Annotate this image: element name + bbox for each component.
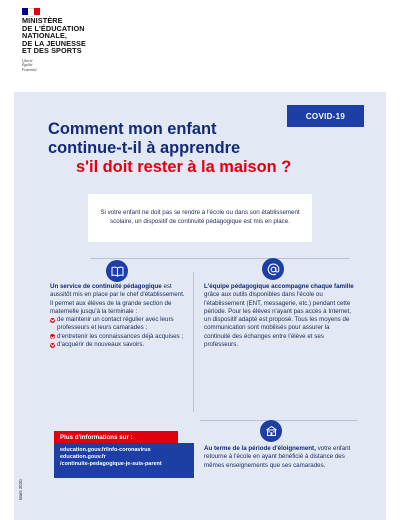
info-link[interactable]: education.gouv.fr/info-coronavirus <box>60 447 151 453</box>
return-text: votre enfant retourne à l'école en ayant bénéficié à distance des mêmes enseignements que ses camarades. <box>204 445 351 469</box>
list-item: d'acquérir de nouveaux savoirs. <box>50 341 186 349</box>
intro-text: Si votre enfant ne doit pas se rendre à l'école ou dans son établissement scolaire, un dispositif de continuité pédagogique est mis en place. <box>100 209 300 225</box>
at-sign-icon <box>262 258 284 280</box>
team-lead: L'équipe pédagogique accompagne chaque famille <box>204 283 354 290</box>
pedagogical-team-section <box>204 283 354 349</box>
more-info-title: Plus d'informations sur : <box>54 431 178 443</box>
header <box>0 0 400 92</box>
more-info-links <box>54 443 194 478</box>
covid-tag: COVID-19 <box>287 105 364 127</box>
check-icon <box>50 334 55 339</box>
continuity-text: est aussitôt mis en place par le chef d'établissement. Il permet aux élèves de la grande section de maternelle jusqu'à la terminale : <box>50 283 185 315</box>
publication-date: Mars 2020 <box>18 479 23 500</box>
list-item: d'entretenir les connaissances déjà acquises ; <box>50 333 186 341</box>
book-icon <box>106 260 128 282</box>
republic-flag-logo <box>22 8 40 15</box>
page-title: Comment mon enfant continue-t-il à apprendre s'il doit rester à la maison ? <box>48 120 292 176</box>
divider <box>90 258 350 259</box>
continuity-service-section <box>50 283 186 349</box>
divider <box>200 420 358 421</box>
check-icon <box>50 343 55 348</box>
return-to-school-section <box>204 445 356 470</box>
republic-motto: Liberté Égalité Fraternité <box>22 59 37 72</box>
team-text: grâce aux outils disponibles dans l'école ou l'établissement (ENT, messagerie, etc.) pendant cette période. Pour les élèves n'ayant pas accès à Internet, un dispositif adapté est proposé. Tous les moyens de communication sont mobilisés pour assurer la continuité des échanges entre l'élève et ses professeurs. <box>204 291 352 349</box>
intro-box <box>88 194 312 242</box>
info-link[interactable]: /continuite-pedagogique-je-suis-parent <box>60 461 162 468</box>
list-item: de maintenir un contact régulier avec leurs professeurs et leurs camarades ; <box>50 316 186 333</box>
column-divider <box>193 272 194 412</box>
ministry-name: MINISTÈRE DE L'ÉDUCATION NATIONALE, DE LA JEUNESSE ET DES SPORTS <box>22 16 86 56</box>
continuity-lead: Un service de continuité pédagogique <box>50 283 162 290</box>
return-lead: Au terme de la période d'éloignement, <box>204 445 316 452</box>
check-icon <box>50 318 55 323</box>
info-link[interactable]: education.gouv.fr <box>60 454 106 461</box>
school-icon <box>260 420 282 442</box>
